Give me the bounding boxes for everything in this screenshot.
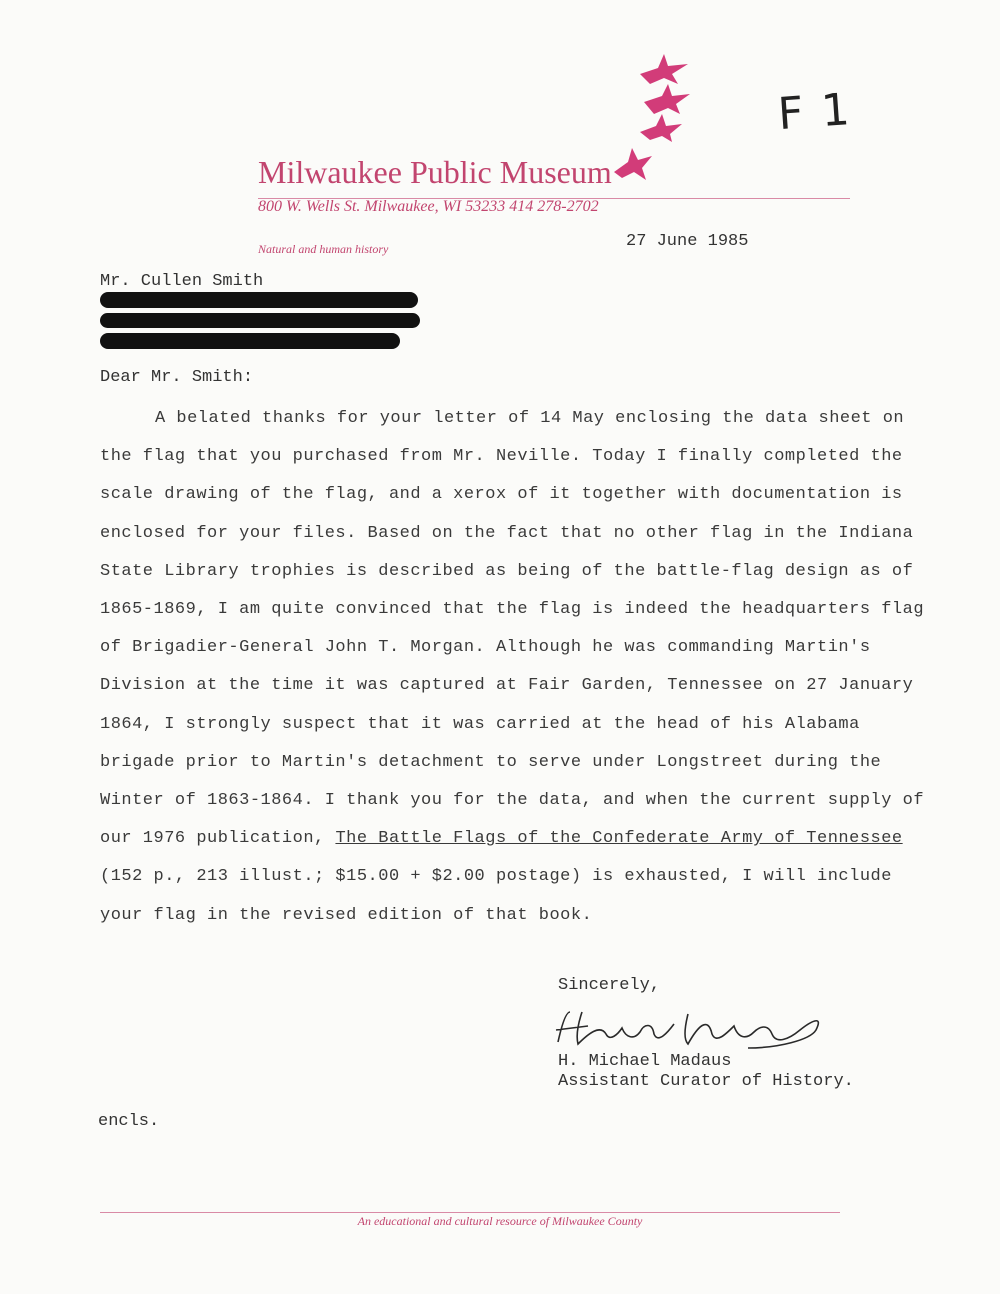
handwritten-signature (548, 1004, 828, 1054)
body-text-part: A belated thanks for your letter of 14 May enclosing the data sheet on the flag that you purchased from Mr. Neville. Today I finally completed the scale drawing of the flag, and a xerox of it together with documentation is enclosed for your files. Based on the fact that no other flag in the Indiana State Library trophies is described as being of the battle-flag design as of 1865-1869, I am quite convinced that the flag is indeed the headquarters flag of Brigadier-General John T. Morgan. Although he was commanding Martin's Division at the time it was captured at Fair Garden, Tennessee on 27 January 1864, I strongly suspect that it was carried at the head of his Alabama brigade prior to Martin's detachment to serve under Longstreet during the Winter of 1863-1864. I thank you for the data, and when the current supply of our 1976 publication, (100, 409, 925, 849)
redacted-address-line (100, 292, 418, 308)
museum-tagline: Natural and human history (258, 242, 389, 256)
redacted-address-line (100, 313, 420, 328)
letter-body (100, 400, 930, 935)
letterhead-footer: An educational and cultural resource of Milwaukee County (357, 1214, 643, 1228)
closing: Sincerely, (558, 976, 661, 995)
body-text-part: (152 p., 213 illust.; $15.00 + $2.00 postage) is exhausted, I will include your flag in the revised edition of that book. (100, 867, 892, 925)
salutation: Dear Mr. Smith: (100, 368, 254, 387)
redacted-address-line (100, 333, 400, 349)
museum-name: Milwaukee Public Museum (258, 154, 612, 190)
signer-name: H. Michael Madaus (558, 1052, 732, 1071)
enclosure-note: encls. (98, 1112, 160, 1131)
handwritten-annotation: F1 (776, 82, 869, 141)
recipient-name: Mr. Cullen Smith (100, 272, 264, 291)
museum-address: 800 W. Wells St. Milwaukee, WI 53233 414 278-2702 (258, 198, 599, 215)
letter-date: 27 June 1985 (626, 232, 749, 251)
footer-rule (100, 1212, 840, 1213)
signer-title: Assistant Curator of History. (558, 1072, 854, 1091)
book-title: The Battle Flags of the Confederate Army of Tennessee (335, 829, 903, 849)
flying-birds-logo-icon (600, 52, 720, 192)
